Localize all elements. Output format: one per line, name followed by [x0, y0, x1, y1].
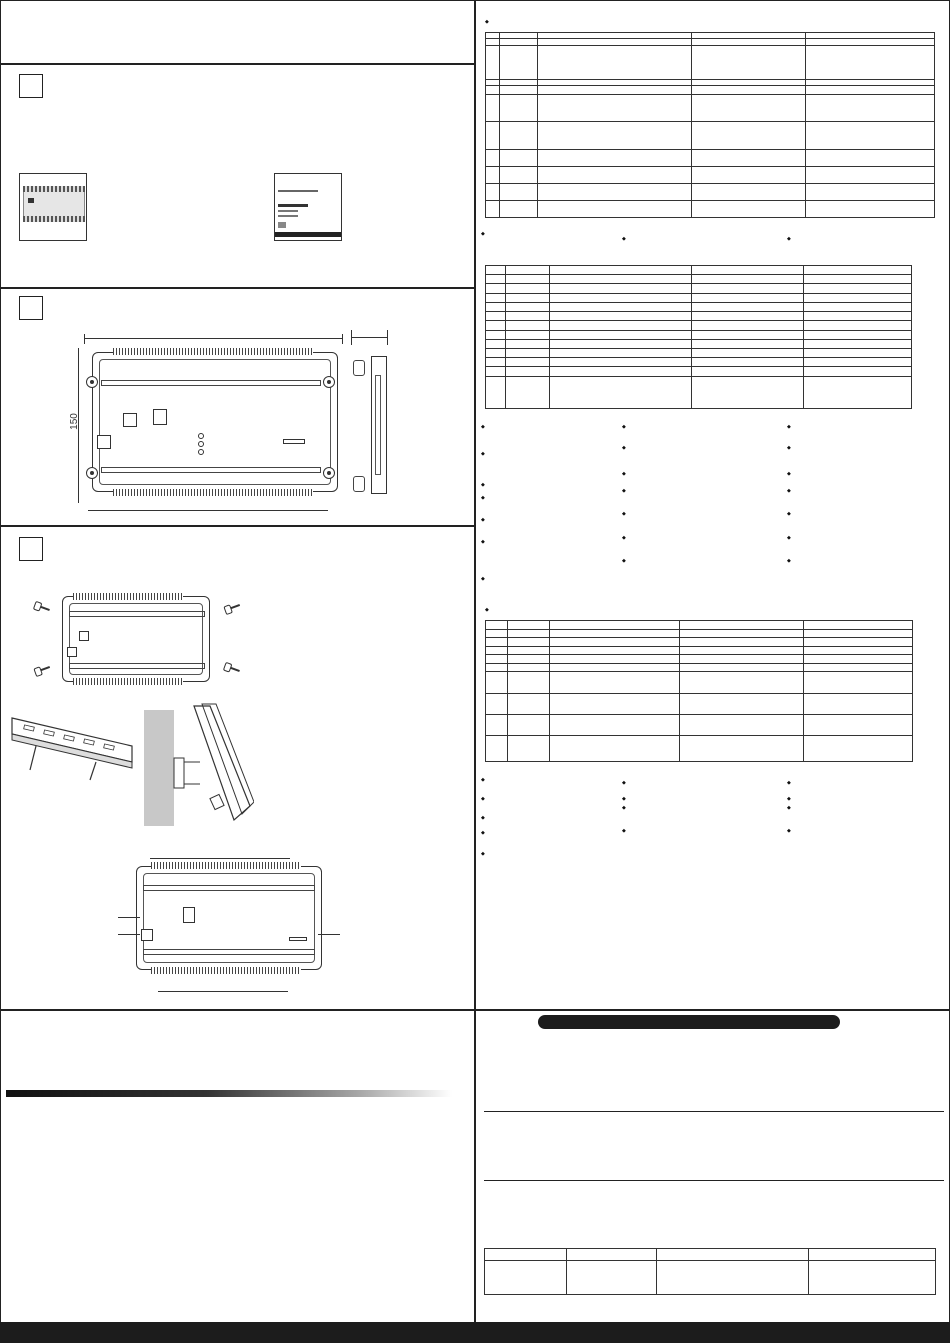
section-divider-3 [0, 525, 474, 527]
spec-table-2 [485, 265, 912, 409]
bullet: ◆ [485, 19, 489, 25]
leader-line [158, 991, 288, 992]
dim-tick [84, 334, 85, 344]
board-wiring-view [136, 866, 322, 970]
din-rail-drawing [10, 712, 138, 784]
depth-dim-tick [387, 330, 388, 345]
warranty-table [484, 1248, 936, 1295]
leader-line [118, 934, 140, 935]
rule [484, 1111, 944, 1112]
leader-line [318, 934, 340, 935]
section-divider-2 [0, 287, 474, 289]
section-divider-1 [0, 63, 474, 65]
board-top-view [92, 352, 338, 492]
board-side-view [371, 356, 387, 494]
label-photo [274, 173, 342, 241]
spec-table-1 [485, 32, 935, 218]
step-box-2 [19, 296, 43, 320]
step-box-1 [19, 74, 43, 98]
leader-line [150, 858, 290, 859]
width-dimension-line [84, 338, 342, 339]
leader-line [118, 917, 140, 918]
controller-photo [19, 173, 87, 241]
dim-tick [342, 334, 343, 344]
din-clip-side-view [170, 702, 254, 828]
footer-bar [0, 1322, 950, 1343]
section-divider-4 [0, 1009, 950, 1011]
heading-pill [538, 1015, 840, 1029]
rule [484, 1180, 944, 1181]
gradient-rule [6, 1090, 452, 1097]
height-dimension-label: 150 [68, 413, 80, 430]
board-screw-mount [62, 596, 210, 682]
step-box-3 [19, 537, 43, 561]
spec-table-3 [485, 620, 913, 762]
hole-spacing-dimension-line [88, 510, 328, 511]
column-divider [474, 0, 476, 1322]
depth-dimension-line [351, 337, 387, 338]
